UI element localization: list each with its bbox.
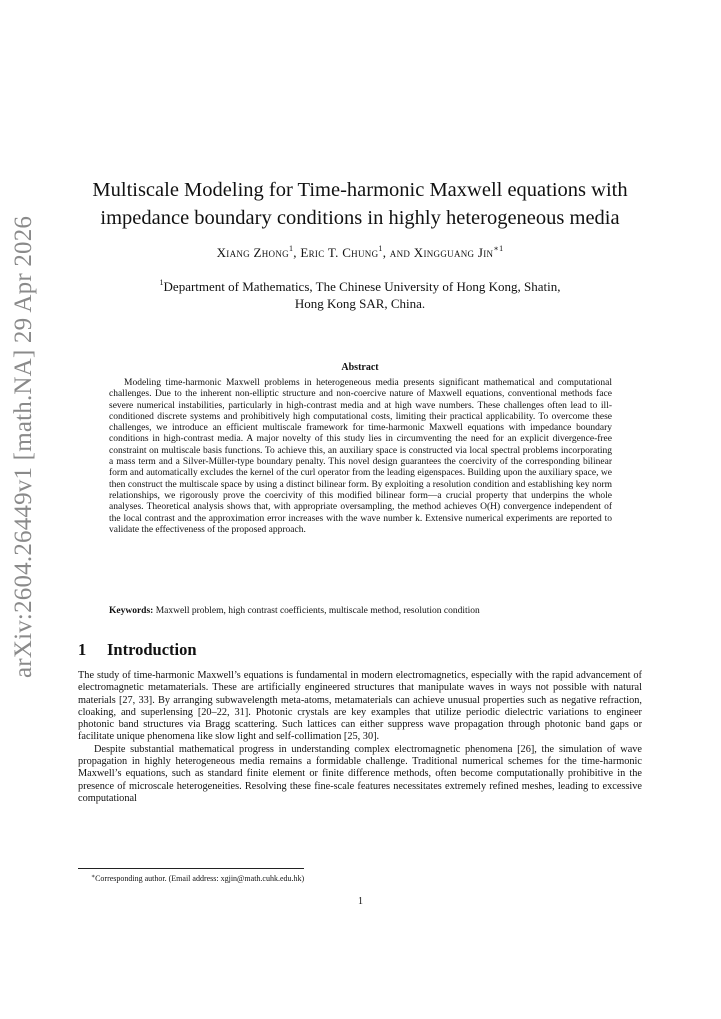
author-1: Xiang Zhong <box>216 245 289 260</box>
author-separator-2: , and <box>382 245 414 260</box>
footnote-text: Corresponding author. (Email address: xgjin@math.cuhk.edu.hk) <box>95 874 305 883</box>
abstract-text: Modeling time-harmonic Maxwell problems in heterogeneous media presents significant mathematical and computational challenges. Due to the inherent non-elliptic structure and non-coercive nature of Maxwell equations, conventional methods face severe numerical instabilities, particularly in high-contrast media and at high wave numbers. These challenges often lead to ill-conditioned discrete systems and prohibitively high computational costs, limiting their practical applicability. To overcome these challenges, we introduce an efficient multiscale framework for time-harmonic Maxwell equations with impedance boundary conditions in high-contrast media. A major novelty of this study lies in circumventing the need for an explicit divergence-free constraint on multiscale basis functions. To achieve this, an auxiliary space is constructed via local spectral problems incorporating a mass term and a Silver-Müller-type boundary penalty. This novel design guarantees the coercivity of the corresponding bilinear form and automatically excludes the kernel of the curl operator from the leading eigenspaces. Building upon the auxiliary space, we then construct the multiscale space by using a distinct bilinear form. By exploiting a resolution condition and establishing key norm relationships, we rigorously prove the coercivity of this modified bilinear form—a crucial property that underpins the whole analyses. Theoretical analysis shows that, with appropriate oversampling, the method achieves O(H) convergence independent of the local contrast and the approximation error increases with the wave number k. Extensive numerical experiments are reported to validate the effectiveness of the proposed approach. <box>109 378 612 535</box>
section-heading-introduction <box>78 640 197 660</box>
author-2-mark: 1 <box>378 244 383 253</box>
introduction-paragraph-1: The study of time-harmonic Maxwell’s equations is fundamental in modern electromagnetics, especially with the rapid advancement of electromagnetic metamaterials. These are artificially engineered structures that manipulate waves in ways not possible with natural materials [27, 33]. By arranging subwavelength meta-atoms, metamaterials can achieve unusual properties such as negative refraction, cloaking, and superlensing [20–22, 31]. Photonic crystals are key examples that utilize periodic dielectric variations to engineer photonic band structures via Bragg scattering. Such lattices can either suppress wave propagation through photonic band gaps or facilitate unique phenomena like slow light and self-collimation [25, 30]. <box>78 670 642 743</box>
affiliation-mark: 1 <box>159 278 164 287</box>
arxiv-identifier-stamp: arXiv:2604.26449v1 [math.NA] 29 Apr 2026 <box>10 215 37 678</box>
keywords-line <box>109 606 612 617</box>
title-line-1: Multiscale Modeling for Time-harmonic Maxwell equations with <box>92 179 628 201</box>
author-separator-1: , <box>293 245 301 260</box>
abstract-heading: Abstract <box>341 362 379 373</box>
section-title: Introduction <box>107 640 197 659</box>
section-number: 1 <box>78 640 87 659</box>
affiliation <box>78 274 642 312</box>
keywords-label: Keywords: <box>109 606 154 616</box>
author-3-mark: ∗1 <box>493 244 504 253</box>
footnote-rule <box>78 868 304 869</box>
affiliation-line-2: Hong Kong SAR, China. <box>294 296 426 311</box>
footnote-mark: ∗ <box>91 874 96 880</box>
keywords-text: Maxwell problem, high contrast coefficients, multiscale method, resolution condition <box>153 606 480 616</box>
author-3: Xingguang Jin <box>413 245 494 260</box>
author-1-mark: 1 <box>288 244 294 253</box>
introduction-body <box>78 670 642 805</box>
author-list <box>78 244 642 261</box>
paper-title <box>78 176 642 232</box>
page-number: 1 <box>358 896 363 907</box>
footnote <box>91 873 304 883</box>
introduction-paragraph-2: Despite substantial mathematical progress in understanding complex electromagnetic phenomena [26], the simulation of wave propagation in highly heterogeneous media remains a formidable challenge. Traditional numerical schemes for the time-harmonic Maxwell’s equations, such as standard finite element or finite difference methods, often become computationally prohibitive in the presence of microscale heterogeneities. Resolving these fine-scale features necessitates extremely refined meshes, leading to excessive computational <box>78 743 642 804</box>
title-line-2: impedance boundary conditions in highly heterogeneous media <box>100 207 620 229</box>
author-2: Eric T. Chung <box>300 245 379 260</box>
affiliation-line-1-text: Department of Mathematics, The Chinese University of Hong Kong, Shatin, <box>163 279 561 294</box>
affiliation-line-1 <box>78 274 642 295</box>
